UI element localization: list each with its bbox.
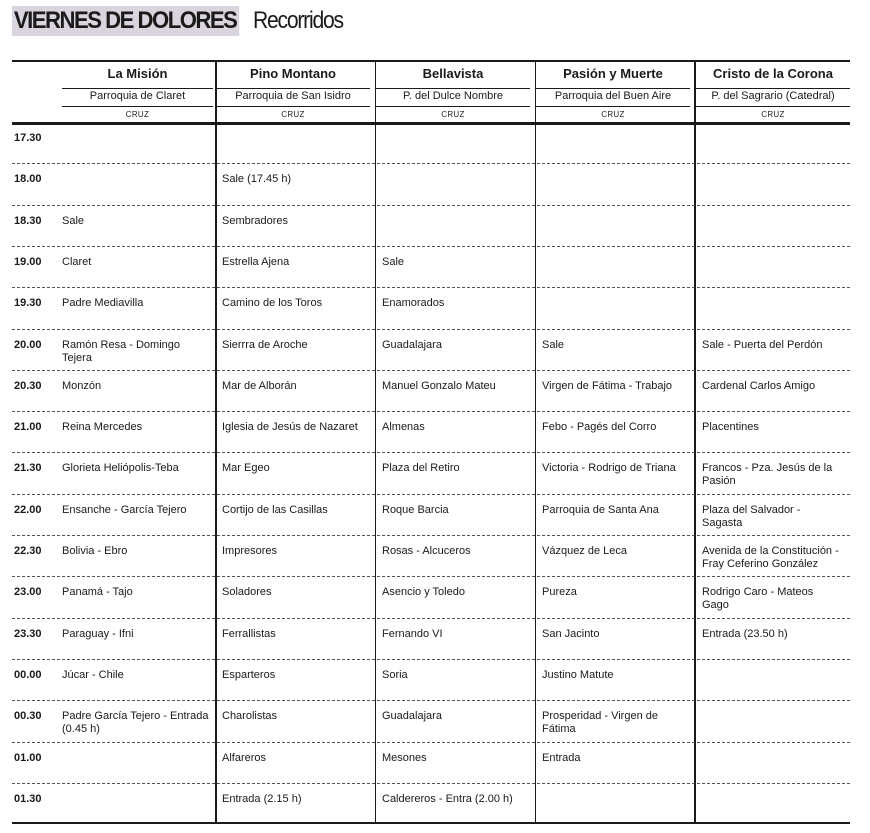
route-cell: Fernando VI [382,627,443,640]
title-sub: Recorridos [253,7,344,34]
time-label: 21.30 [14,462,42,475]
table-row [12,126,850,167]
route-cell: Claret [62,255,92,268]
time-label: 23.30 [14,627,42,640]
column-name: Pasión y Muerte [563,66,663,81]
time-label: 21.00 [14,421,42,434]
time-label: 00.00 [14,668,42,681]
row-separator [12,452,850,453]
route-cell: Impresores [222,545,278,557]
table-row [12,539,850,580]
route-cell: Mar de Alborán [222,379,297,392]
route-cell: Manuel Gonzalo Mateu [382,379,496,392]
row-separator [12,742,850,743]
time-label: 18.30 [14,214,42,227]
route-cell: Cortijo de las Casillas [222,503,328,516]
table-row [12,622,850,663]
table-row [12,456,850,497]
row-separator [12,287,850,288]
route-cell: Padre Mediavilla [62,297,144,310]
page-title [12,6,355,38]
row-separator [12,370,850,371]
table-row [12,580,850,621]
row-separator [12,700,850,701]
time-label: 20.30 [14,379,42,392]
column-origin: Parroquia del Buen Aire [536,88,690,102]
route-cell: Plaza del Salvador - Sagasta [702,503,801,529]
column-type: CRUZ [216,106,370,119]
route-cell: Placentines [702,421,759,434]
column-name: La Misión [107,66,168,81]
route-cell: Sembradores [222,214,289,227]
route-cell: Virgen de Fátima - Trabajo [542,379,673,392]
route-cell: Cardenal Carlos Amigo [702,379,816,392]
row-separator [12,618,850,619]
route-cell: Victoria - Rodrigo de Triana [542,462,676,475]
time-label: 23.00 [14,586,42,599]
table-row [12,250,850,291]
route-cell: Almenas [382,421,425,434]
route-cell: Reina Mercedes [62,421,143,434]
route-cell: Ensanche - García Tejero [62,503,187,516]
route-cell: Sierrra de Aroche [222,338,308,351]
route-cell: Bolivia - Ebro [62,545,128,557]
column-header [536,62,690,124]
route-cell: Entrada (2.15 h) [222,792,302,805]
route-cell: Caldereros - Entra (2.00 h) [382,792,513,805]
column-header [376,62,530,124]
route-cell: Guadalajara [382,338,442,351]
route-cell: Sale (17.45 h) [222,173,292,186]
table-row [12,746,850,787]
route-cell: Pureza [542,586,577,599]
table-row [12,498,850,539]
column-origin: P. del Dulce Nombre [376,88,530,102]
table-row [12,167,850,208]
row-separator [12,163,850,164]
table-row [12,291,850,332]
route-cell: Asencio y Toledo [382,586,465,599]
column-name: Pino Montano [250,66,336,81]
table-row [12,374,850,415]
route-cell: Prosperidad - Virgen de Fátima [542,710,658,736]
column-header [696,62,850,124]
route-cell: Guadalajara [382,710,442,723]
table-row [12,333,850,374]
header-rule [12,122,850,125]
route-cell: Monzón [62,379,102,392]
route-cell: Esparteros [222,668,276,681]
route-cell: Ramón Resa - Domingo Tejera [62,338,180,364]
route-cell: Panamá - Tajo [62,586,133,599]
route-cell: Roque Barcia [382,503,449,516]
table-bottom-rule [12,822,850,824]
time-label: 01.00 [14,751,42,764]
title-main: VIERNES DE DOLORES [12,6,239,36]
time-label: 22.00 [14,503,42,516]
time-label: 00.30 [14,710,42,723]
route-cell: Júcar - Chile [62,668,124,681]
route-cell: Rosas - Alcuceros [382,545,471,557]
column-name: Cristo de la Corona [713,66,833,81]
row-separator [12,576,850,577]
route-cell: Sale - Puerta del Perdón [702,338,823,351]
row-separator [12,329,850,330]
column-header [62,62,213,124]
route-cell: Vázquez de Leca [542,545,628,557]
table-row [12,663,850,704]
route-cell: Sale [62,214,85,227]
time-label: 18.00 [14,173,42,186]
column-origin: P. del Sagrario (Catedral) [696,88,850,102]
route-cell: Febo - Pagés del Corro [542,421,657,434]
time-label: 01.30 [14,792,42,805]
route-cell: Parroquia de Santa Ana [542,503,659,516]
route-cell: Camino de los Toros [222,297,323,310]
route-cell: Entrada (23.50 h) [702,627,788,640]
route-cell: Sale [382,255,405,268]
row-separator [12,535,850,536]
row-separator [12,783,850,784]
route-cell: Enamorados [382,297,445,310]
route-cell: Avenida de la Constitución - Fray Ceferino González [702,545,839,570]
route-cell: Padre García Tejero - Entrada (0.45 h) [62,710,209,736]
route-cell: Plaza del Retiro [382,462,460,475]
route-cell: Estrella Ajena [222,255,290,268]
route-cell: Francos - Pza. Jesús de la Pasión [702,462,833,488]
column-origin: Parroquia de Claret [62,88,213,102]
time-label: 19.00 [14,255,42,268]
row-separator [12,659,850,660]
table-row [12,704,850,745]
route-cell: Mesones [382,751,427,764]
time-label: 22.30 [14,545,42,557]
route-cell: Soladores [222,586,272,599]
column-header [216,62,370,124]
table-row [12,209,850,250]
route-cell: Soria [382,668,408,681]
column-type: CRUZ [536,106,690,119]
route-cell: Justino Matute [542,668,614,681]
route-cell: Ferrallistas [222,627,276,640]
column-type: CRUZ [696,106,850,119]
time-label: 19.30 [14,297,42,310]
route-cell: Rodrigo Caro - Mateos Gago [702,586,814,612]
column-type: CRUZ [62,106,213,119]
column-name: Bellavista [422,66,484,81]
route-cell: Glorieta Heliópolis-Teba [62,462,179,475]
route-cell: San Jacinto [542,627,600,640]
table-row [12,415,850,456]
row-separator [12,205,850,206]
route-cell: Sale [542,338,565,351]
column-type: CRUZ [376,106,530,119]
column-origin: Parroquia de San Isidro [216,88,370,102]
route-cell: Charolistas [222,710,278,723]
row-separator [12,494,850,495]
route-cell: Mar Egeo [222,462,270,475]
time-label: 20.00 [14,338,42,351]
row-separator [12,246,850,247]
time-label: 17.30 [14,132,42,144]
route-cell: Iglesia de Jesús de Nazaret [222,421,358,434]
route-cell: Paraguay - Ifni [62,627,134,640]
route-cell: Entrada [542,751,581,764]
route-cell: Alfareros [222,751,267,764]
row-separator [12,411,850,412]
